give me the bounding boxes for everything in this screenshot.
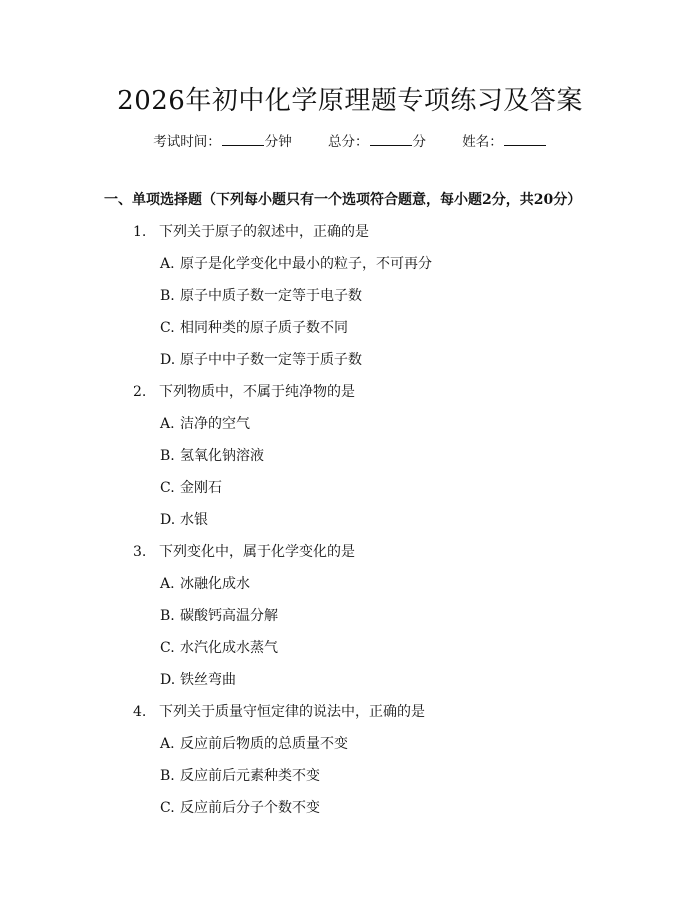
option-text: 反应前后物质的总质量不变 [180, 736, 348, 752]
option-item [0, 734, 700, 766]
option-text: 原子是化学变化中最小的粒子，不可再分 [180, 256, 432, 272]
question-number: 1. [133, 224, 147, 240]
exam-time-label: 考试时间： [153, 134, 221, 150]
option-item [0, 350, 700, 382]
question-number: 3. [133, 544, 147, 560]
option-key: C. [160, 800, 175, 816]
option-key: B. [160, 288, 175, 304]
total-score-blank [370, 133, 412, 146]
question-stem [0, 382, 700, 414]
option-key: A. [160, 256, 175, 272]
option-text: 铁丝弯曲 [180, 672, 236, 688]
option-text: 反应前后元素种类不变 [180, 768, 320, 784]
option-item [0, 318, 700, 350]
exam-info-line [0, 130, 700, 150]
page-title: 2026年初中化学原理题专项练习及答案 [117, 86, 583, 116]
option-text: 水银 [180, 512, 208, 528]
option-key: A. [160, 416, 175, 432]
option-item [0, 798, 700, 830]
option-key: D. [160, 352, 176, 368]
option-text: 氢氧化钠溶液 [180, 448, 264, 464]
option-item [0, 446, 700, 478]
option-item [0, 286, 700, 318]
question-stem [0, 542, 700, 574]
section-heading: 一、单项选择题（下列每小题只有一个选项符合题意，每小题2分，共20分） [104, 192, 582, 208]
question-text: 下列物质中，不属于纯净物的是 [159, 384, 355, 400]
option-item [0, 478, 700, 510]
question-stem [0, 702, 700, 734]
option-item [0, 574, 700, 606]
option-key: C. [160, 480, 175, 496]
option-key: A. [160, 576, 175, 592]
question-text: 下列关于质量守恒定律的说法中，正确的是 [159, 704, 425, 720]
option-text: 原子中中子数一定等于质子数 [180, 352, 362, 368]
exam-time-blank [222, 133, 264, 146]
question-item [0, 702, 700, 830]
option-text: 相同种类的原子质子数不同 [180, 320, 348, 336]
option-text: 洁净的空气 [180, 416, 250, 432]
option-item [0, 414, 700, 446]
student-name-blank [504, 133, 546, 146]
option-text: 原子中质子数一定等于电子数 [180, 288, 362, 304]
question-item [0, 382, 700, 542]
option-text: 水汽化成水蒸气 [180, 640, 278, 656]
option-key: B. [160, 768, 175, 784]
question-list [0, 222, 700, 830]
option-key: C. [160, 320, 175, 336]
option-key: D. [160, 672, 176, 688]
total-score-unit: 分 [412, 134, 426, 150]
option-item [0, 606, 700, 638]
question-item [0, 222, 700, 382]
option-key: D. [160, 512, 176, 528]
total-score-label: 总分： [328, 134, 369, 150]
option-key: B. [160, 448, 175, 464]
option-text: 碳酸钙高温分解 [180, 608, 278, 624]
question-text: 下列变化中，属于化学变化的是 [159, 544, 355, 560]
student-name-label: 姓名： [462, 134, 503, 150]
option-text: 反应前后分子个数不变 [180, 800, 320, 816]
question-number: 2. [133, 384, 147, 400]
option-key: A. [160, 736, 175, 752]
total-score-field [328, 130, 426, 150]
question-item [0, 542, 700, 702]
option-item [0, 510, 700, 542]
exam-time-field [153, 130, 292, 150]
option-text: 冰融化成水 [180, 576, 250, 592]
option-item [0, 638, 700, 670]
student-name-field [462, 130, 547, 150]
exam-time-unit: 分钟 [264, 134, 292, 150]
question-text: 下列关于原子的叙述中，正确的是 [159, 224, 369, 240]
option-text: 金刚石 [180, 480, 222, 496]
question-stem [0, 222, 700, 254]
option-item [0, 670, 700, 702]
option-key: C. [160, 640, 175, 656]
question-number: 4. [133, 704, 147, 720]
option-item [0, 254, 700, 286]
option-key: B. [160, 608, 175, 624]
option-item [0, 766, 700, 798]
